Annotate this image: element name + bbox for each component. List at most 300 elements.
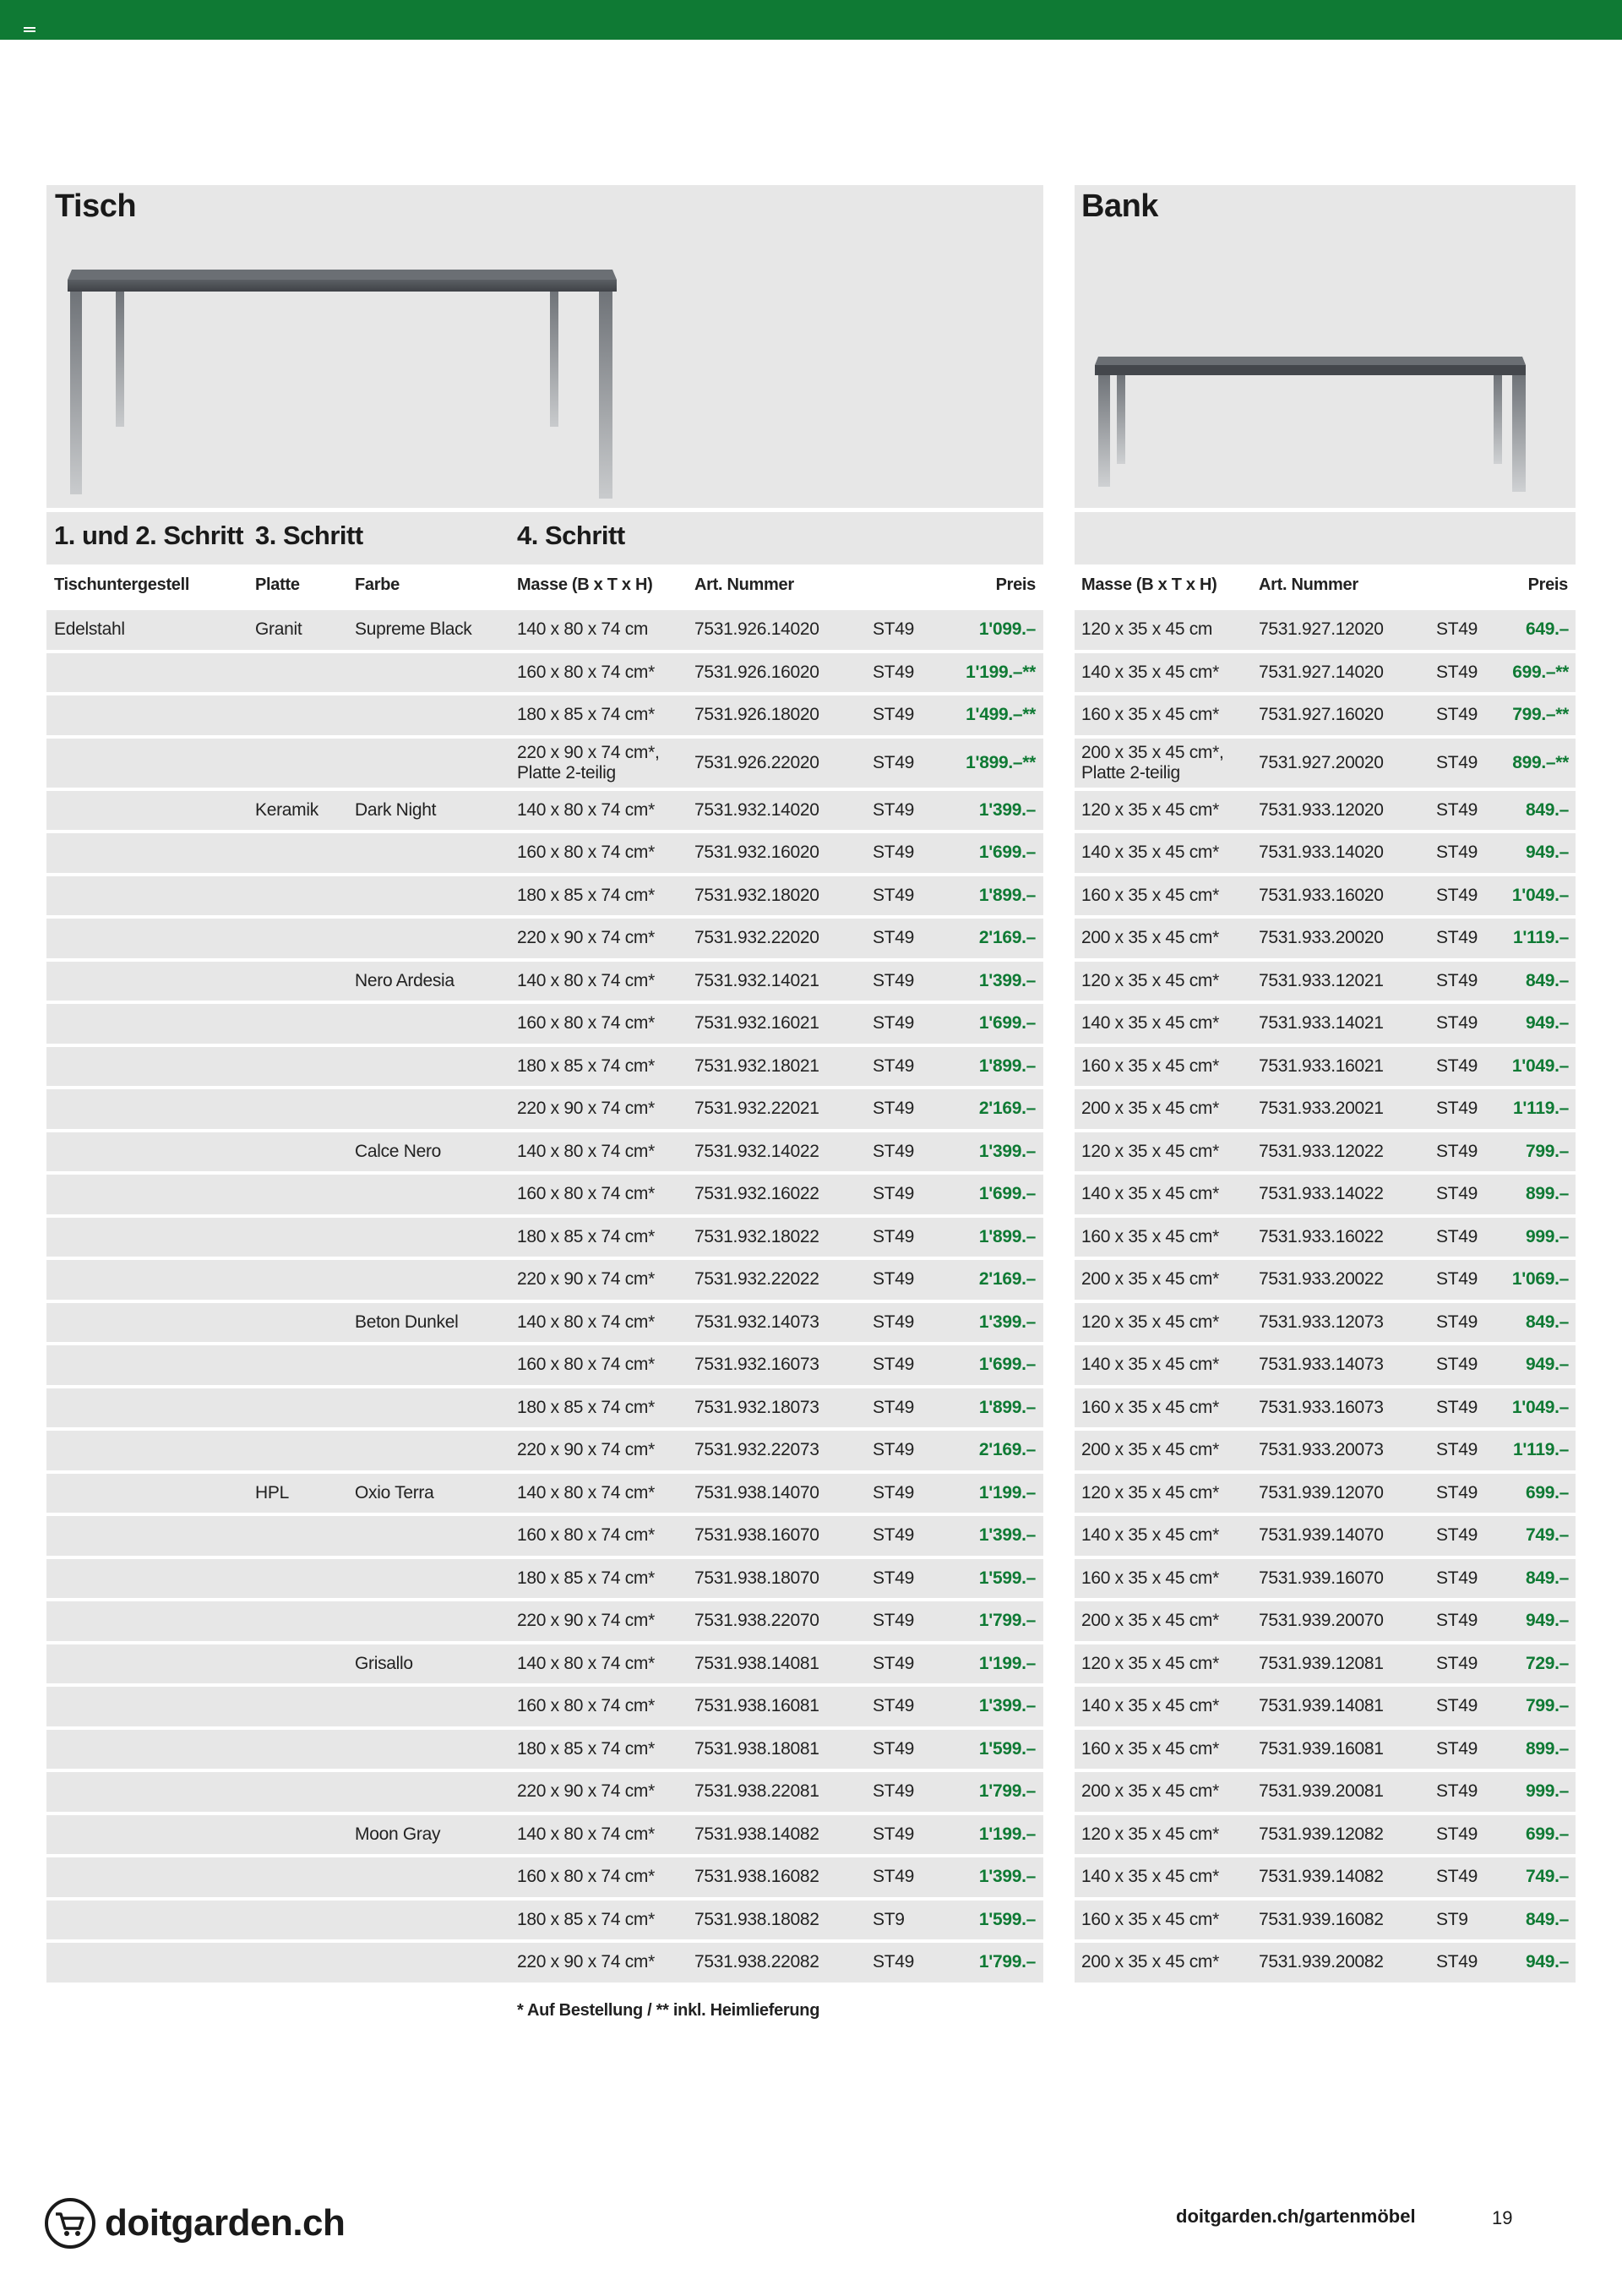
cell-b-masse: 140 x 35 x 45 cm* — [1081, 1013, 1219, 1033]
cell-b-code: ST49 — [1436, 1440, 1478, 1460]
cell-b-masse: 140 x 35 x 45 cm* — [1081, 662, 1219, 682]
table-row — [46, 1131, 1576, 1174]
cell-b-code: ST49 — [1436, 970, 1478, 990]
cell-t-masse: 160 x 80 x 74 cm* — [517, 1013, 655, 1033]
cell-b-art: 7531.939.12082 — [1259, 1824, 1384, 1844]
cell-b-preis: 949.– — [1525, 1013, 1569, 1033]
cell-b-masse: 120 x 35 x 45 cm* — [1081, 970, 1219, 990]
cell-t-masse: 140 x 80 x 74 cm* — [517, 970, 655, 990]
cell-b-masse: 160 x 35 x 45 cm* — [1081, 1909, 1219, 1929]
cell-t-code: ST49 — [873, 1482, 914, 1502]
cell-t-preis: 1'199.– — [978, 1653, 1036, 1673]
cell-t-masse: 220 x 90 x 74 cm* — [517, 1099, 655, 1119]
bench-image — [1091, 350, 1531, 502]
cell-b-masse: 160 x 35 x 45 cm* — [1081, 1226, 1219, 1246]
cell-b-art: 7531.927.12020 — [1259, 619, 1384, 640]
cell-t-preis: 1'199.– — [978, 1824, 1036, 1844]
cell-farbe: Supreme Black — [355, 619, 472, 640]
cell-b-code: ST49 — [1436, 843, 1478, 863]
cell-b-art: 7531.939.16070 — [1259, 1568, 1384, 1588]
cell-t-code: ST49 — [873, 1312, 914, 1332]
cart-icon — [44, 2197, 96, 2250]
price-table — [46, 608, 1576, 1984]
cell-b-art: 7531.933.12020 — [1259, 799, 1384, 820]
cell-t-code: ST49 — [873, 1184, 914, 1204]
col-tisch-art: Art. Nummer — [694, 575, 794, 594]
cell-t-code: ST49 — [873, 1653, 914, 1673]
cell-b-code: ST49 — [1436, 619, 1478, 640]
cell-t-code: ST49 — [873, 705, 914, 725]
cell-b-preis: 799.– — [1525, 1141, 1569, 1161]
cell-t-code: ST49 — [873, 1568, 914, 1588]
cell-t-code: ST49 — [873, 1013, 914, 1033]
cell-t-masse: 140 x 80 x 74 cm* — [517, 1141, 655, 1161]
cell-t-preis: 1'899.– — [978, 1226, 1036, 1246]
cell-t-preis: 1'899.–** — [966, 752, 1036, 772]
bank-title: Bank — [1081, 188, 1158, 224]
cell-b-preis: 999.– — [1525, 1781, 1569, 1802]
cell-b-code: ST49 — [1436, 1611, 1478, 1631]
cell-t-preis: 1'099.– — [978, 619, 1036, 640]
cell-t-preis: 1'799.– — [978, 1781, 1036, 1802]
cell-b-code: ST49 — [1436, 1781, 1478, 1802]
cell-t-art: 7531.932.18022 — [694, 1226, 819, 1246]
cell-t-code: ST49 — [873, 970, 914, 990]
cell-t-art: 7531.932.18020 — [694, 885, 819, 905]
menu-icon[interactable] — [24, 27, 35, 34]
cell-b-preis: 899.–** — [1512, 752, 1569, 772]
cell-b-masse: 200 x 35 x 45 cm* — [1081, 1611, 1219, 1631]
cell-t-code: ST49 — [873, 1952, 914, 1972]
bank-image-panel — [1075, 185, 1576, 508]
table-row — [46, 1941, 1576, 1984]
cell-t-art: 7531.938.14081 — [694, 1653, 819, 1673]
cell-b-masse: 200 x 35 x 45 cm* — [1081, 928, 1219, 948]
cell-b-preis: 899.– — [1525, 1184, 1569, 1204]
cell-t-art: 7531.932.14020 — [694, 799, 819, 820]
table-row — [46, 832, 1576, 875]
table-row — [46, 1258, 1576, 1301]
cell-farbe: Oxio Terra — [355, 1482, 434, 1502]
cell-b-preis: 999.– — [1525, 1226, 1569, 1246]
cell-b-art: 7531.927.14020 — [1259, 662, 1384, 682]
cell-b-art: 7531.933.20020 — [1259, 928, 1384, 948]
cell-t-preis: 1'399.– — [978, 1696, 1036, 1716]
table-row — [46, 608, 1576, 652]
cell-t-preis: 1'399.– — [978, 1141, 1036, 1161]
cell-t-preis: 1'599.– — [978, 1738, 1036, 1759]
page-number: 19 — [1492, 2207, 1513, 2228]
cell-t-art: 7531.932.22073 — [694, 1440, 819, 1460]
cell-b-art: 7531.939.16082 — [1259, 1909, 1384, 1929]
cell-b-art: 7531.939.16081 — [1259, 1738, 1384, 1759]
cell-t-preis: 1'399.– — [978, 1867, 1036, 1887]
cell-b-preis: 949.– — [1525, 1355, 1569, 1375]
cell-t-masse: 140 x 80 x 74 cm* — [517, 1312, 655, 1332]
cell-b-masse: 200 x 35 x 45 cm*, Platte 2-teilig — [1081, 742, 1224, 783]
cell-b-preis: 849.– — [1525, 1568, 1569, 1588]
bank-step-band — [1075, 512, 1576, 564]
cell-b-code: ST9 — [1436, 1909, 1468, 1929]
cell-farbe: Calce Nero — [355, 1141, 442, 1161]
cell-b-code: ST49 — [1436, 1397, 1478, 1417]
tisch-image-panel — [46, 185, 1043, 508]
cell-t-masse: 180 x 85 x 74 cm* — [517, 1055, 655, 1076]
cell-t-masse: 140 x 80 x 74 cm* — [517, 1653, 655, 1673]
cell-b-code: ST49 — [1436, 1867, 1478, 1887]
cell-b-preis: 949.– — [1525, 1611, 1569, 1631]
table-row — [46, 1600, 1576, 1643]
footer-url[interactable]: doitgarden.ch/gartenmöbel — [1176, 2206, 1416, 2227]
table-row — [46, 1813, 1576, 1857]
cell-b-masse: 140 x 35 x 45 cm* — [1081, 1184, 1219, 1204]
cell-t-preis: 1'899.– — [978, 1055, 1036, 1076]
cell-t-art: 7531.926.18020 — [694, 705, 819, 725]
cell-b-preis: 1'049.– — [1511, 1055, 1569, 1076]
cell-t-masse: 160 x 80 x 74 cm* — [517, 1355, 655, 1375]
table-row — [46, 1685, 1576, 1728]
cell-t-art: 7531.938.18081 — [694, 1738, 819, 1759]
cell-t-masse: 160 x 80 x 74 cm* — [517, 1525, 655, 1546]
cell-t-masse: 220 x 90 x 74 cm*, Platte 2-teilig — [517, 742, 660, 783]
cell-t-masse: 180 x 85 x 74 cm* — [517, 1738, 655, 1759]
step-4: 4. Schritt — [517, 521, 625, 550]
cell-t-masse: 180 x 85 x 74 cm* — [517, 705, 655, 725]
step-3: 3. Schritt — [255, 521, 363, 550]
cell-b-masse: 120 x 35 x 45 cm* — [1081, 1312, 1219, 1332]
cell-t-masse: 180 x 85 x 74 cm* — [517, 1397, 655, 1417]
cell-b-code: ST49 — [1436, 1738, 1478, 1759]
cell-t-preis: 1'799.– — [978, 1952, 1036, 1972]
cell-b-art: 7531.933.20022 — [1259, 1269, 1384, 1290]
cell-b-masse: 160 x 35 x 45 cm* — [1081, 1568, 1219, 1588]
cell-t-art: 7531.932.16021 — [694, 1013, 819, 1033]
cell-t-preis: 1'499.–** — [966, 705, 1036, 725]
cell-b-preis: 649.– — [1525, 619, 1569, 640]
cell-t-art: 7531.932.16073 — [694, 1355, 819, 1375]
cell-b-code: ST49 — [1436, 1141, 1478, 1161]
cell-b-code: ST49 — [1436, 885, 1478, 905]
cell-b-masse: 140 x 35 x 45 cm* — [1081, 843, 1219, 863]
cell-b-preis: 1'049.– — [1511, 1397, 1569, 1417]
cell-t-art: 7531.938.16082 — [694, 1867, 819, 1887]
col-bank-masse: Masse (B x T x H) — [1081, 575, 1217, 594]
cell-platte: Granit — [255, 619, 302, 640]
cell-b-art: 7531.939.14082 — [1259, 1867, 1384, 1887]
cell-farbe: Moon Gray — [355, 1824, 441, 1844]
cell-b-masse: 160 x 35 x 45 cm* — [1081, 705, 1219, 725]
table-row — [46, 1045, 1576, 1088]
table-row — [46, 1429, 1576, 1472]
cell-t-preis: 1'199.– — [978, 1482, 1036, 1502]
cell-t-preis: 1'799.– — [978, 1611, 1036, 1631]
cell-b-art: 7531.933.12073 — [1259, 1312, 1384, 1332]
cell-t-masse: 180 x 85 x 74 cm* — [517, 885, 655, 905]
cell-t-masse: 140 x 80 x 74 cm* — [517, 1824, 655, 1844]
cell-t-code: ST49 — [873, 1397, 914, 1417]
table-row — [46, 789, 1576, 832]
cell-b-preis: 849.– — [1525, 799, 1569, 820]
cell-b-preis: 729.– — [1525, 1653, 1569, 1673]
cell-t-preis: 1'199.–** — [966, 662, 1036, 682]
cell-t-preis: 1'599.– — [978, 1568, 1036, 1588]
table-row — [46, 1643, 1576, 1686]
cell-b-art: 7531.927.16020 — [1259, 705, 1384, 725]
cell-b-masse: 200 x 35 x 45 cm* — [1081, 1099, 1219, 1119]
cell-t-art: 7531.932.14021 — [694, 970, 819, 990]
cell-b-masse: 120 x 35 x 45 cm* — [1081, 1824, 1219, 1844]
table-row — [46, 1173, 1576, 1216]
cell-t-masse: 220 x 90 x 74 cm* — [517, 1440, 655, 1460]
cell-t-masse: 140 x 80 x 74 cm* — [517, 799, 655, 820]
cell-t-preis: 1'699.– — [978, 1184, 1036, 1204]
cell-b-masse: 200 x 35 x 45 cm* — [1081, 1781, 1219, 1802]
cell-t-preis: 2'169.– — [978, 928, 1036, 948]
cell-b-masse: 140 x 35 x 45 cm* — [1081, 1867, 1219, 1887]
cell-t-art: 7531.932.22020 — [694, 928, 819, 948]
cell-t-art: 7531.938.18082 — [694, 1909, 819, 1929]
cell-t-code: ST49 — [873, 1867, 914, 1887]
col-farbe: Farbe — [355, 575, 400, 594]
cell-t-code: ST49 — [873, 1141, 914, 1161]
cell-b-preis: 1'119.– — [1513, 928, 1569, 948]
cell-t-preis: 2'169.– — [978, 1440, 1036, 1460]
cell-t-code: ST49 — [873, 1355, 914, 1375]
cell-t-art: 7531.932.16020 — [694, 843, 819, 863]
cell-b-code: ST49 — [1436, 1184, 1478, 1204]
table-image — [63, 244, 621, 506]
cell-b-preis: 699.– — [1525, 1482, 1569, 1502]
cell-b-code: ST49 — [1436, 1013, 1478, 1033]
cell-b-preis: 1'069.– — [1511, 1269, 1569, 1290]
cell-t-code: ST49 — [873, 843, 914, 863]
cell-t-art: 7531.938.18070 — [694, 1568, 819, 1588]
cell-b-code: ST49 — [1436, 705, 1478, 725]
footnote: * Auf Bestellung / ** inkl. Heimlieferung — [517, 2001, 820, 2020]
cell-b-preis: 1'119.– — [1513, 1440, 1569, 1460]
table-row — [46, 1770, 1576, 1813]
cell-b-art: 7531.933.16022 — [1259, 1226, 1384, 1246]
cell-t-code: ST49 — [873, 1824, 914, 1844]
col-tisch-preis: Preis — [995, 575, 1036, 594]
table-row — [46, 1514, 1576, 1557]
cell-b-preis: 849.– — [1525, 970, 1569, 990]
cell-b-code: ST49 — [1436, 1525, 1478, 1546]
cell-t-code: ST49 — [873, 1525, 914, 1546]
cell-t-preis: 1'699.– — [978, 1355, 1036, 1375]
cell-t-masse: 140 x 80 x 74 cm* — [517, 1482, 655, 1502]
cell-b-code: ST49 — [1436, 752, 1478, 772]
cell-b-code: ST49 — [1436, 1952, 1478, 1972]
col-tischuntergestell: Tischuntergestell — [54, 575, 190, 594]
cell-t-preis: 2'169.– — [978, 1099, 1036, 1119]
logo[interactable] — [44, 2197, 345, 2250]
cell-t-code: ST49 — [873, 619, 914, 640]
cell-b-art: 7531.939.20081 — [1259, 1781, 1384, 1802]
cell-t-preis: 1'699.– — [978, 843, 1036, 863]
cell-t-art: 7531.932.18073 — [694, 1397, 819, 1417]
cell-b-masse: 120 x 35 x 45 cm* — [1081, 1653, 1219, 1673]
table-row — [46, 1344, 1576, 1387]
cell-t-art: 7531.932.18021 — [694, 1055, 819, 1076]
cell-farbe: Beton Dunkel — [355, 1312, 459, 1332]
col-tisch-masse: Masse (B x T x H) — [517, 575, 653, 594]
cell-b-code: ST49 — [1436, 1226, 1478, 1246]
top-bar — [0, 0, 1622, 40]
cell-b-code: ST49 — [1436, 1099, 1478, 1119]
cell-t-masse: 160 x 80 x 74 cm* — [517, 662, 655, 682]
tisch-title: Tisch — [55, 188, 137, 224]
cell-t-preis: 1'899.– — [978, 1397, 1036, 1417]
cell-b-masse: 140 x 35 x 45 cm* — [1081, 1355, 1219, 1375]
cell-t-code: ST49 — [873, 1611, 914, 1631]
cell-b-preis: 749.– — [1525, 1525, 1569, 1546]
cell-b-preis: 799.– — [1525, 1696, 1569, 1716]
cell-t-art: 7531.932.14073 — [694, 1312, 819, 1332]
cell-b-masse: 140 x 35 x 45 cm* — [1081, 1696, 1219, 1716]
cell-b-code: ST49 — [1436, 799, 1478, 820]
cell-b-art: 7531.933.12021 — [1259, 970, 1384, 990]
cell-t-art: 7531.932.14022 — [694, 1141, 819, 1161]
cell-b-masse: 140 x 35 x 45 cm* — [1081, 1525, 1219, 1546]
cell-b-preis: 849.– — [1525, 1909, 1569, 1929]
cell-t-art: 7531.938.14070 — [694, 1482, 819, 1502]
table-row — [46, 1728, 1576, 1771]
logo-text: doitgarden.ch — [105, 2202, 346, 2244]
cell-t-masse: 220 x 90 x 74 cm* — [517, 1611, 655, 1631]
cell-b-preis: 699.– — [1525, 1824, 1569, 1844]
cell-b-masse: 160 x 35 x 45 cm* — [1081, 1397, 1219, 1417]
cell-t-code: ST49 — [873, 799, 914, 820]
table-row — [46, 960, 1576, 1003]
cell-t-code: ST49 — [873, 885, 914, 905]
cell-t-art: 7531.938.16070 — [694, 1525, 819, 1546]
cell-b-masse: 120 x 35 x 45 cm* — [1081, 799, 1219, 820]
cell-b-code: ST49 — [1436, 662, 1478, 682]
cell-b-masse: 160 x 35 x 45 cm* — [1081, 1055, 1219, 1076]
cell-t-code: ST49 — [873, 1269, 914, 1290]
cell-t-code: ST49 — [873, 752, 914, 772]
cell-b-art: 7531.933.16073 — [1259, 1397, 1384, 1417]
cell-t-preis: 1'399.– — [978, 1312, 1036, 1332]
cell-b-art: 7531.927.20020 — [1259, 752, 1384, 772]
cell-t-preis: 1'699.– — [978, 1013, 1036, 1033]
cell-platte: HPL — [255, 1482, 289, 1502]
cell-t-masse: 160 x 80 x 74 cm* — [517, 843, 655, 863]
table-row — [46, 917, 1576, 960]
cell-b-masse: 120 x 35 x 45 cm — [1081, 619, 1213, 640]
cell-b-art: 7531.939.14081 — [1259, 1696, 1384, 1716]
cell-b-art: 7531.939.12081 — [1259, 1653, 1384, 1673]
cell-b-art: 7531.933.14020 — [1259, 843, 1384, 863]
cell-b-code: ST49 — [1436, 1355, 1478, 1375]
cell-t-masse: 220 x 90 x 74 cm* — [517, 1269, 655, 1290]
table-row — [46, 1899, 1576, 1942]
table-row — [46, 1557, 1576, 1601]
cell-b-masse: 120 x 35 x 45 cm* — [1081, 1141, 1219, 1161]
cell-b-art: 7531.933.14021 — [1259, 1013, 1384, 1033]
cell-b-masse: 120 x 35 x 45 cm* — [1081, 1482, 1219, 1502]
table-row — [46, 694, 1576, 737]
cell-b-preis: 1'119.– — [1513, 1099, 1569, 1119]
cell-farbe: Dark Night — [355, 799, 437, 820]
step-1-2: 1. und 2. Schritt — [54, 521, 244, 550]
cell-b-code: ST49 — [1436, 1269, 1478, 1290]
cell-b-art: 7531.933.12022 — [1259, 1141, 1384, 1161]
cell-b-code: ST49 — [1436, 1568, 1478, 1588]
cell-t-preis: 1'399.– — [978, 799, 1036, 820]
cell-t-art: 7531.932.22022 — [694, 1269, 819, 1290]
cell-b-preis: 949.– — [1525, 1952, 1569, 1972]
cell-t-art: 7531.938.22081 — [694, 1781, 819, 1802]
cell-b-masse: 160 x 35 x 45 cm* — [1081, 885, 1219, 905]
col-bank-art: Art. Nummer — [1259, 575, 1358, 594]
table-row — [46, 1002, 1576, 1045]
cell-t-preis: 1'899.– — [978, 885, 1036, 905]
cell-t-masse: 180 x 85 x 74 cm* — [517, 1568, 655, 1588]
table-row — [46, 875, 1576, 918]
cell-t-code: ST49 — [873, 1738, 914, 1759]
cell-t-art: 7531.926.14020 — [694, 619, 819, 640]
cell-b-art: 7531.933.14073 — [1259, 1355, 1384, 1375]
table-row — [46, 1088, 1576, 1131]
cell-b-code: ST49 — [1436, 928, 1478, 948]
table-row — [46, 1472, 1576, 1515]
cell-b-art: 7531.939.20082 — [1259, 1952, 1384, 1972]
cell-t-code: ST49 — [873, 1226, 914, 1246]
cell-b-art: 7531.933.20021 — [1259, 1099, 1384, 1119]
cell-farbe: Nero Ardesia — [355, 970, 454, 990]
table-row — [46, 1216, 1576, 1259]
cell-t-masse: 220 x 90 x 74 cm* — [517, 1952, 655, 1972]
cell-b-art: 7531.933.16020 — [1259, 885, 1384, 905]
cell-b-art: 7531.933.20073 — [1259, 1440, 1384, 1460]
cell-b-art: 7531.933.16021 — [1259, 1055, 1384, 1076]
cell-t-preis: 2'169.– — [978, 1269, 1036, 1290]
cell-b-preis: 899.– — [1525, 1738, 1569, 1759]
cell-b-code: ST49 — [1436, 1653, 1478, 1673]
cell-t-code: ST49 — [873, 928, 914, 948]
cell-t-art: 7531.932.16022 — [694, 1184, 819, 1204]
cell-t-code: ST49 — [873, 662, 914, 682]
cell-platte: Keramik — [255, 799, 318, 820]
cell-t-code: ST49 — [873, 1055, 914, 1076]
col-bank-preis: Preis — [1527, 575, 1568, 594]
cell-b-code: ST49 — [1436, 1482, 1478, 1502]
cell-b-code: ST49 — [1436, 1696, 1478, 1716]
cell-b-masse: 200 x 35 x 45 cm* — [1081, 1269, 1219, 1290]
cell-t-art: 7531.938.16081 — [694, 1696, 819, 1716]
cell-b-art: 7531.939.12070 — [1259, 1482, 1384, 1502]
cell-t-masse: 220 x 90 x 74 cm* — [517, 928, 655, 948]
cell-b-art: 7531.939.14070 — [1259, 1525, 1384, 1546]
cell-t-art: 7531.926.22020 — [694, 752, 819, 772]
cell-t-masse: 140 x 80 x 74 cm — [517, 619, 649, 640]
cell-t-art: 7531.938.22082 — [694, 1952, 819, 1972]
table-row — [46, 1856, 1576, 1899]
cell-t-preis: 1'399.– — [978, 970, 1036, 990]
cell-t-art: 7531.938.22070 — [694, 1611, 819, 1631]
cell-t-masse: 220 x 90 x 74 cm* — [517, 1781, 655, 1802]
cell-b-preis: 849.– — [1525, 1312, 1569, 1332]
table-row — [46, 652, 1576, 695]
cell-b-code: ST49 — [1436, 1312, 1478, 1332]
cell-b-masse: 160 x 35 x 45 cm* — [1081, 1738, 1219, 1759]
cell-t-preis: 1'399.– — [978, 1525, 1036, 1546]
cell-gestell: Edelstahl — [54, 619, 125, 640]
cell-b-preis: 949.– — [1525, 843, 1569, 863]
table-row — [46, 737, 1576, 789]
